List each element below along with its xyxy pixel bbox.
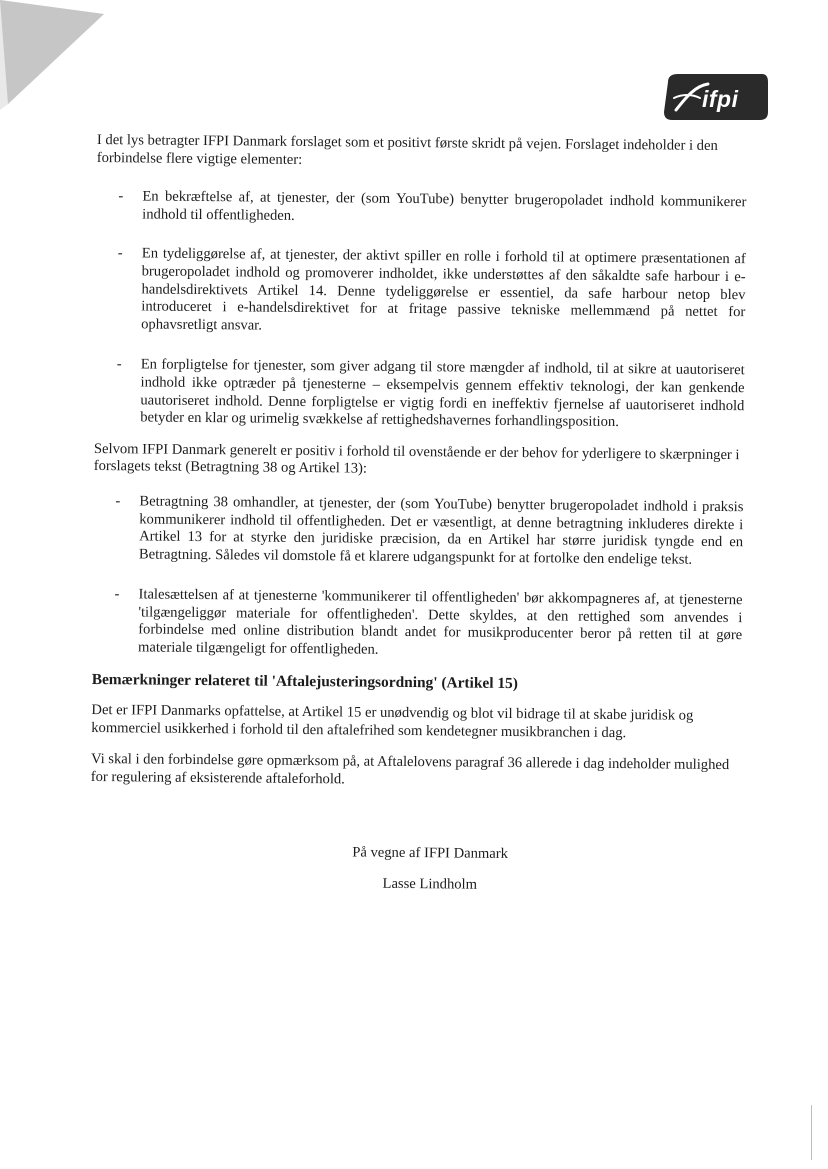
bullet-dash: -: [116, 356, 122, 373]
list-item-text: En bekræftelse af, at tjenester, der (som YouTube) benytter brugeropoladet indhold kommunikerer indhold til offentligheden.: [142, 188, 747, 224]
page-corner-fold: [0, 0, 110, 110]
bullet-dash: -: [114, 586, 120, 603]
scan-edge-mark: [811, 1105, 812, 1160]
list-item-text: En tydeliggørelse af, at tjenester, der aktivt spiller en rolle i forhold til at optimere præsentationen af brugeropoladet indhold og promoverer indholdet, ikke understøttes af den såkaldte safe harbour i e-handelsdirektivets Artikel 14. Denne tydeliggørelse er essentiel, da safe harbour netop blev introduceret i e-handelsdirektivet for at fritage passive tekniske mellemmænd på nettet for ophavsretligt ansvar.: [141, 245, 746, 334]
logo-text: ifpi: [702, 86, 739, 112]
letter-body: [90, 132, 747, 897]
signature-on-behalf: På vegne af IFPI Danmark: [352, 844, 508, 862]
list-item: [95, 245, 746, 339]
list-item-text: Betragtning 38 omhandler, at tjenester, der (som YouTube) benytter brugeropoladet indhold i praksis kommunikerer indhold til offentligheden. Det er væsentligt, at denne betragtning inkluderes direkte i Artikel 13 for at styrke den juridiske præcision, da en Artikel har større juridisk tyngde end en Betragtning. Således vil domstole få et klarere udgangspunkt for at fortolke den endelige tekst.: [138, 493, 744, 568]
bullet-dash: -: [115, 493, 121, 510]
list-item: [96, 188, 746, 229]
article-15-paragraph: Det er IFPI Danmarks opfattelse, at Artikel 15 er unødvendig og blot vil bidrage til at skabe juridisk og kommerciel usikkerhed i forhold til den aftalefrihed som kendetegner musikbranchen i dag.: [91, 702, 694, 741]
list-item: [92, 586, 743, 663]
list-item: [94, 356, 745, 433]
bullet-dash: -: [118, 188, 124, 205]
intro-paragraph: I det lys betragter IFPI Danmark forslaget som et positivt første skridt på vejen. Forslaget indeholder i den forbindelse flere vigtige elementer:: [96, 132, 718, 168]
contract-law-paragraph: Vi skal i den forbindelse gøre opmærksom på, at Aftalelovens paragraf 36 allerede i dag indeholder mulighed for regulering af eksisterende aftaleforhold.: [90, 751, 730, 788]
amendments-list: [92, 493, 744, 663]
list-item-text: En forpligtelse for tjenester, som giver adgang til store mængder af indhold, til at sikre at uautoriseret indhold ikke optræder på tjenesterne – eksempelvis gennem effektiv teknologi, der kan genkende uautoriseret indhold. Denne forpligtelse er vigtig fordi en ineffektiv fjernelse af uautoriseret indhold betyder en klar og urimelig svækkelse af rettighedshavernes forhandlingsposition.: [140, 356, 745, 431]
list-item: [93, 493, 744, 570]
elements-list: [94, 188, 746, 433]
bullet-dash: -: [117, 245, 123, 262]
section-heading: Bemærkninger relateret til 'Aftalejusteringsordning' (Artikel 15): [91, 670, 518, 692]
list-item-text: Italesættelsen af at tjenesterne 'kommunikerer til offentligheden' bør akkompagneres af, at tjenesterne 'tilgængeliggør materiale for offentligheden'. Dette skyldes, at den rettighed som anvendes i forbindelse med online distribution blandt andet for musikproducenter beror på retten til at gøre materiale tilgængeligt for offentligheden.: [137, 586, 743, 658]
signature-name: Lasse Lindholm: [382, 875, 478, 893]
middle-paragraph: Selvom IFPI Danmark generelt er positiv i forhold til ovenstående er der behov for yderligere to skærpninger i forslagets tekst (Betragtning 38 og Artikel 13):: [93, 440, 740, 477]
